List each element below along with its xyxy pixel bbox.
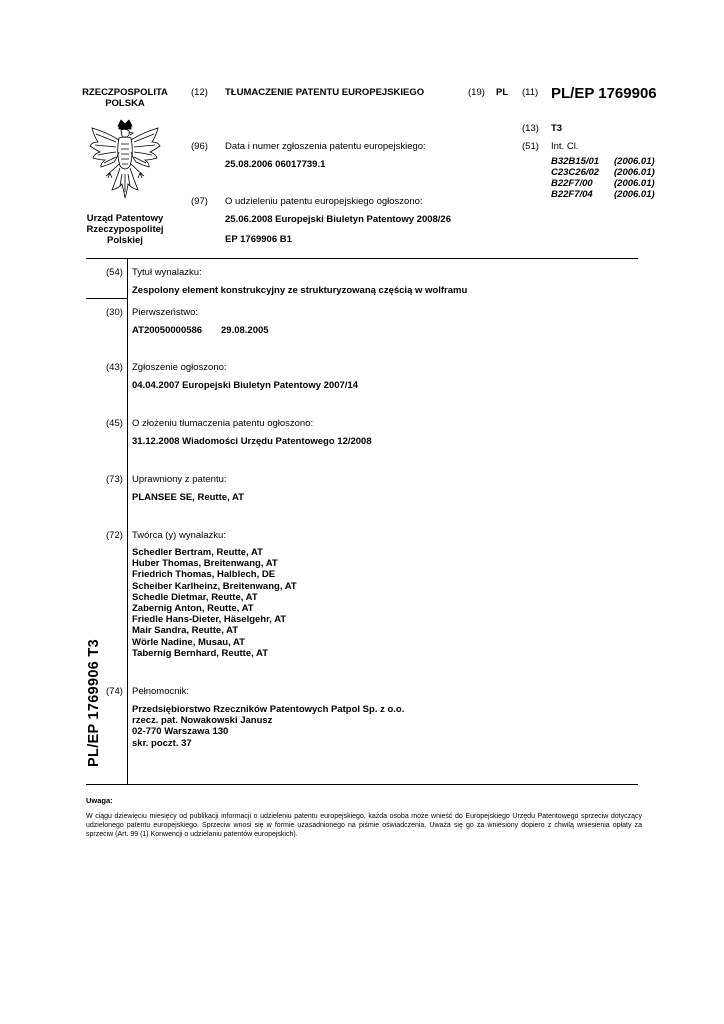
grant-label: O udzieleniu patentu europejskiego ogłoszono: (225, 196, 423, 207)
list-item: Przedsiębiorstwo Rzeczników Patentowych Patpol Sp. z o.o. (132, 704, 405, 715)
polish-eagle-emblem-icon (86, 118, 164, 204)
proprietor-value: PLANSEE SE, Reutte, AT (132, 492, 244, 503)
classification-row: B32B15/01 (2006.01) (551, 156, 655, 167)
kind-code: T3 (551, 123, 563, 134)
bottom-divider (86, 784, 638, 785)
proprietor-label: Uprawniony z patentu: (132, 474, 227, 485)
classification-row: B22F7/04 (2006.01) (551, 189, 655, 200)
list-item: Friedrich Thomas, Halblech, DE (132, 569, 276, 581)
translation-pub-value: 31.12.2008 Wiadomości Urzędu Patentowego 12/2008 (132, 436, 372, 447)
patent-number: PL/EP 1769906 (551, 85, 657, 102)
code-97: (97) (191, 196, 208, 207)
footer-note: W ciągu dziewięciu miesięcy od publikacji informacji o udzieleniu patentu europejskiego, każda osoba może wnieść do Europejskiego Urzędu Patentowego sprzeciw dotyczący udzielonego patentu europejskiego. Sprzeciw wnosi się w formie uzasadnionego na piśmie oświadczenia. Uważa się go za wniesiony dopiero z chwilą wniesienia opłaty za sprzeciw (Art. 99 (1) Konwencji o udzielaniu patentów europejskich). (86, 813, 642, 838)
grant-value: 25.06.2008 Europejski Biuletyn Patentowy 2008/26 (225, 214, 452, 225)
title-label: Tytuł wynalazku: (132, 267, 202, 278)
intcl-label: Int. Cl. (551, 141, 579, 152)
code-54: (54) (106, 267, 123, 278)
code-72: (72) (106, 530, 123, 541)
classification-row: B22F7/00 (2006.01) (551, 178, 655, 189)
code-45: (45) (106, 418, 123, 429)
code-12: (12) (191, 87, 208, 98)
inventors-label: Twórca (y) wynalazku: (132, 530, 226, 541)
list-item: Tabernig Bernhard, Reutte, AT (132, 647, 269, 659)
list-item: rzecz. pat. Nowakowski Janusz (132, 715, 273, 727)
code-11: (11) (522, 87, 539, 98)
inventors-list (132, 547, 297, 659)
header-divider (86, 258, 638, 259)
application-pub-value: 04.04.2007 Europejski Biuletyn Patentowy 2007/14 (132, 380, 359, 391)
list-item: skr. poczt. 37 (132, 737, 192, 749)
code-30: (30) (106, 307, 123, 318)
grant-number: EP 1769906 B1 (225, 234, 292, 245)
list-item: Zabernig Anton, Reutte, AT (132, 603, 254, 615)
priority-number: AT20050000586 (132, 325, 203, 336)
list-item: Schedle Dietmar, Reutte, AT (132, 591, 258, 603)
list-item: 02-770 Warszawa 130 (132, 726, 229, 738)
list-item: Wörle Nadine, Musau, AT (132, 636, 245, 648)
classification-row: C23C26/02 (2006.01) (551, 167, 655, 178)
left-divider-tick (86, 298, 127, 299)
code-96: (96) (191, 141, 208, 152)
translation-pub-label: O złożeniu tłumaczenia patentu ogłoszono: (132, 418, 314, 429)
code-73: (73) (106, 474, 123, 485)
code-13: (13) (522, 123, 539, 134)
list-item: Friedle Hans-Dieter, Häselgehr, AT (132, 614, 287, 626)
left-column-divider (127, 258, 128, 784)
list-item: Schedler Bertram, Reutte, AT (132, 547, 263, 558)
priority-date: 29.08.2005 (221, 325, 269, 336)
side-patent-code: PL/EP 1769906 T3 (86, 639, 102, 767)
code-51: (51) (522, 141, 539, 152)
list-item: Scheiber Karlheinz, Breitenwang, AT (132, 580, 297, 592)
code-74: (74) (106, 686, 123, 697)
application-pub-label: Zgłoszenie ogłoszono: (132, 362, 227, 373)
footer-title: Uwaga: (86, 796, 113, 805)
application-value: 25.08.2006 06017739.1 (225, 159, 326, 170)
patent-office-name: Urząd Patentowy Rzeczypospolitej Polskiej (86, 213, 164, 246)
country-code: PL (496, 87, 509, 98)
attorney-label: Pełnomocnik: (132, 686, 190, 697)
code-43: (43) (106, 362, 123, 373)
title-value: Zespolony element konstrukcyjny ze strukturyzowaną częścią w wolframu (132, 285, 468, 296)
list-item: Mair Sandra, Reutte, AT (132, 625, 239, 637)
priority-label: Pierwszeństwo: (132, 307, 198, 318)
code-19: (19) (468, 87, 485, 98)
application-label: Data i numer zgłoszenia patentu europejskiego: (225, 141, 426, 152)
country-name: RZECZPOSPOLITA POLSKA (82, 87, 168, 109)
list-item: Huber Thomas, Breitenwang, AT (132, 558, 278, 570)
attorney-lines (132, 704, 404, 749)
document-type: TŁUMACZENIE PATENTU EUROPEJSKIEGO (225, 87, 425, 98)
classification-list (551, 156, 655, 200)
